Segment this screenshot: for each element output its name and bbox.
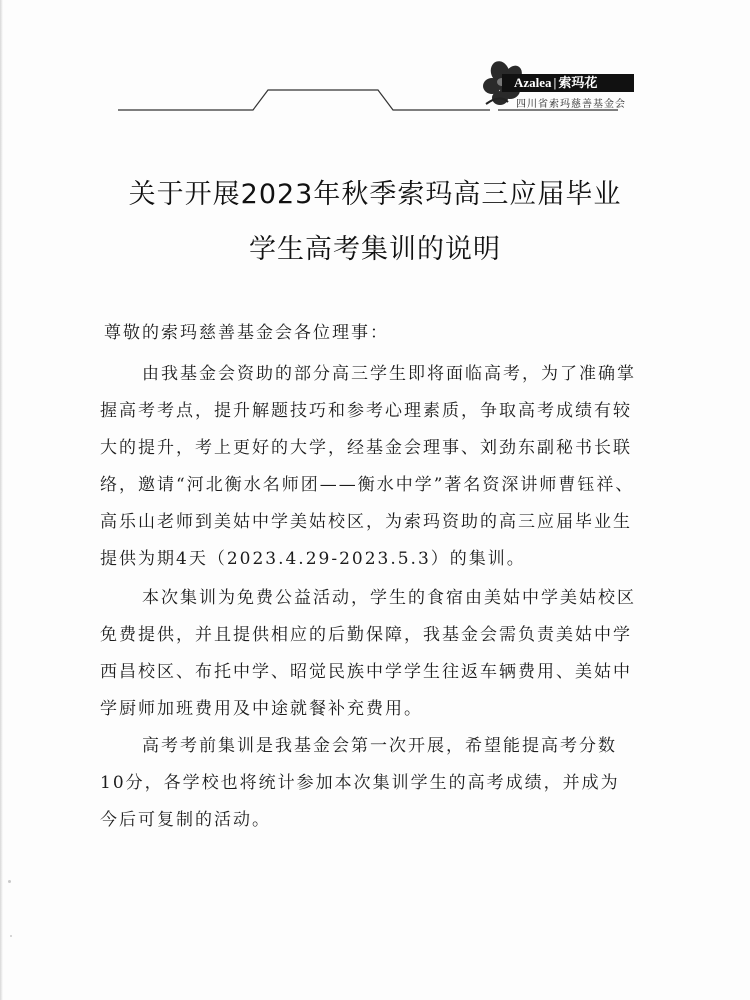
scan-speck	[10, 935, 12, 937]
paragraph-line: 10分，各学校也将统计参加本次集训学生的高考成绩，并成为	[100, 773, 620, 793]
paragraph-3	[100, 728, 670, 839]
foundation-logo	[480, 58, 640, 110]
document-title-line2: 学生高考集训的说明	[249, 234, 501, 265]
logo-brand-en: Azalea	[514, 75, 552, 90]
paragraph-line: 今后可复制的活动。	[100, 810, 271, 830]
paragraph-line: 握高考考点，提升解题技巧和参考心理素质，争取高考成绩有较	[100, 401, 632, 421]
paragraph-line: 由我基金会资助的部分高三学生即将面临高考，为了准确掌	[142, 364, 636, 384]
paragraph-line: 本次集训为免费公益活动，学生的食宿由美姑中学美姑校区	[142, 588, 636, 608]
document-title-line1: 关于开展2023年秋季索玛高三应届毕业	[128, 179, 622, 210]
scan-edge-shadow	[0, 0, 3, 1000]
logo-subtitle: 四川省索玛慈善基金会	[516, 99, 626, 110]
salutation: 尊敬的索玛慈善基金会各位理事：	[104, 323, 389, 343]
scan-speck	[8, 880, 11, 883]
paragraph-line: 提供为期4天（2023.4.29-2023.5.3）的集训。	[100, 549, 526, 569]
paragraph-line: 西昌校区、布托中学、昭觉民族中学学生往返车辆费用、美姑中	[100, 662, 632, 682]
paragraph-line: 络，邀请“河北衡水名师团——衡水中学”著名资深讲师曹钰祥、	[100, 475, 635, 495]
paragraph-line: 学厨师加班费用及中途就餐补充费用。	[100, 699, 423, 719]
paragraph-2	[100, 580, 670, 728]
paragraph-line: 大的提升，考上更好的大学，经基金会理事、刘劲东副秘书长联	[100, 438, 632, 458]
logo-brand-bar: Azalea | 索玛花	[502, 74, 634, 92]
paragraph-line: 高考考前集训是我基金会第一次开展，希望能提高考分数	[142, 736, 617, 756]
paragraph-line: 高乐山老师到美姑中学美姑校区，为索玛资助的高三应届毕业生	[100, 512, 632, 532]
logo-brand-cn: 索玛花	[558, 75, 598, 90]
paragraph-1	[100, 356, 670, 578]
paragraph-line: 免费提供，并且提供相应的后勤保障，我基金会需负责美姑中学	[100, 625, 632, 645]
